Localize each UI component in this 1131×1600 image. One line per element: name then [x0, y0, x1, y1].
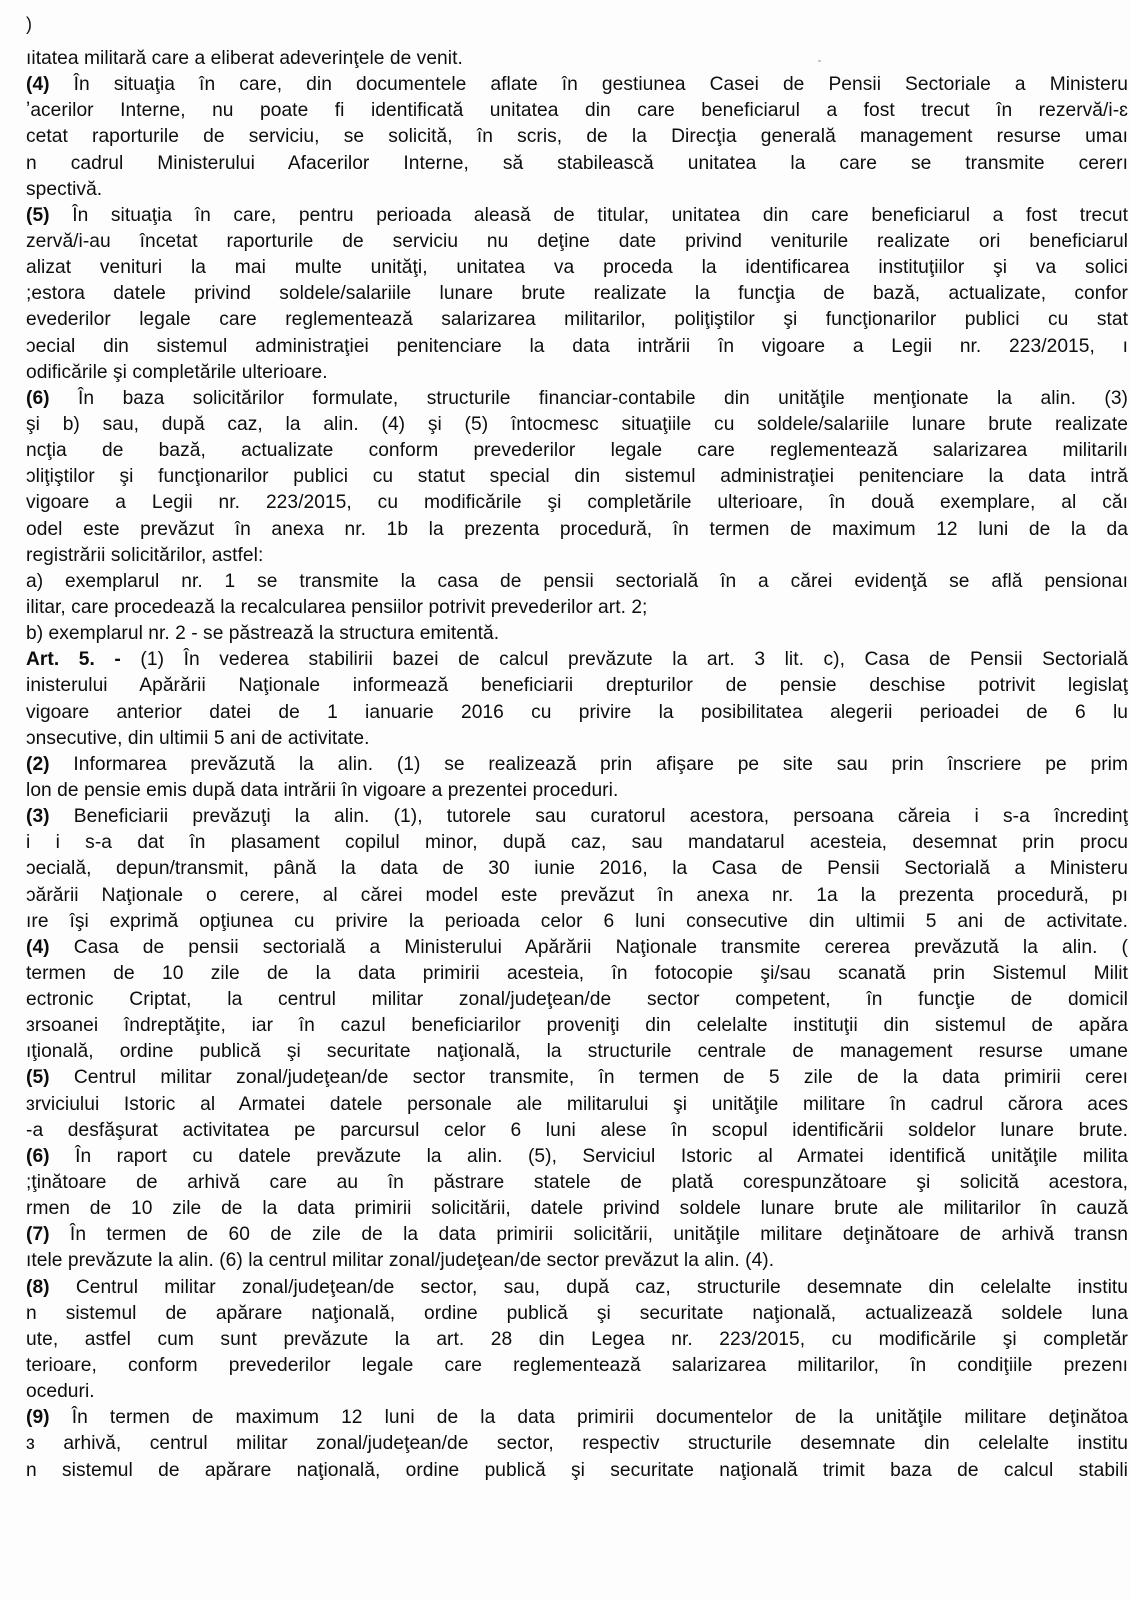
text-line: [26, 700, 1128, 726]
line-text: ıre îşi exprimă opţiunea cu privire la perioada celor 6 luni consecutive din ultimii 5 ani de activitate.: [26, 910, 1128, 932]
text-line: [26, 464, 1128, 490]
paragraph-number: (4): [26, 74, 50, 96]
text-line: [26, 1170, 1128, 1196]
document-body: [26, 46, 1128, 1484]
line-text: inisterului Apărării Naţionale informează beneficiarii drepturilor de pensie deschise potrivit legislaţ: [26, 675, 1128, 697]
paragraph-number: (6): [26, 387, 50, 409]
page-corner-mark: ): [26, 14, 32, 34]
text-line: [26, 229, 1128, 255]
line-text: b) exemplarul nr. 2 - se păstrează la structura emitentă.: [26, 623, 500, 645]
line-text: odel este prevăzut în anexa nr. 1b la prezenta procedură, în termen de maximum 12 luni de la da: [26, 518, 1128, 540]
paragraph-number: (8): [26, 1276, 50, 1298]
paragraph-number: (3): [26, 806, 50, 828]
line-text: Beneficiarii prevăzuţi la alin. (1), tutorele sau curatorul acestora, persoana căreia i s-a încredinţ: [49, 806, 1128, 828]
line-text: (1) În vederea stabilirii bazei de calcul prevăzute la art. 3 lit. c), Casa de Pensii Sectorială: [120, 649, 1128, 671]
text-line: [26, 961, 1128, 987]
line-text: odificările şi completările ulterioare.: [26, 361, 328, 383]
text-line: [26, 360, 1128, 386]
line-text: În raport cu datele prevăzute la alin. (5), Serviciul Istoric al Armatei identifică unităţile milita: [49, 1145, 1128, 1167]
line-text: şi b) sau, după caz, la alin. (4) şi (5) întocmesc situaţiile cu soldele/salariile lunare brute realizate: [26, 413, 1128, 435]
text-line: [26, 1301, 1128, 1327]
text-line: [26, 517, 1128, 543]
text-line: [26, 830, 1128, 856]
line-text: ɔliţiştilor şi funcţionarilor publici cu statut special din sistemul administraţiei penitenciare la data intră: [26, 466, 1128, 488]
line-text: evederilor legale care reglementează salarizarea militarilor, poliţiştilor şi funcţionarilor publici cu stat: [26, 309, 1128, 331]
paragraph-start-line: [26, 804, 1128, 830]
line-text: n sistemul de apărare naţională, ordine publică şi securitate naţională trimit baza de calcul stabili: [26, 1459, 1128, 1481]
line-text: spectivă.: [26, 178, 103, 200]
line-text: Informarea prevăzută la alin. (1) se realizează prin afişare pe site sau prin înscriere pe prim: [49, 753, 1128, 775]
paragraph-number: Art. 5. -: [26, 649, 121, 671]
paragraph-start-line: [26, 72, 1128, 98]
paragraph-start-line: [26, 647, 1128, 673]
line-text: ɜrviciului Istoric al Armatei datele personale ale militarului şi unităţile militare în cadrul cărora aces: [26, 1093, 1128, 1115]
text-line: [26, 1353, 1128, 1379]
line-text: ;estora datele privind soldele/salariile lunare brute realizate la funcţia de bază, actualizate, confor: [26, 283, 1128, 305]
text-line: [26, 490, 1128, 516]
line-text: vigoare a Legii nr. 223/2015, cu modificările şi completările ulterioare, în două exemplare, al căı: [26, 492, 1128, 514]
line-text: cetat raporturile de serviciu, se solicită, în scris, de la Direcţia generală management resurse umaı: [26, 126, 1128, 148]
line-text: ɔecială, depun/transmit, până la data de 30 iunie 2016, la Casa de Pensii Sectorială a Ministeru: [26, 858, 1128, 880]
line-text: registrării solicitărilor, astfel:: [26, 544, 264, 566]
line-text: În termen de maximum 12 luni de la data primirii documentelor de la unităţile militare deţinătoa: [49, 1407, 1128, 1429]
text-line: [26, 856, 1128, 882]
line-text: ɔnsecutive, din ultimii 5 ani de activitate.: [26, 727, 370, 749]
text-line: [26, 1248, 1128, 1274]
paragraph-start-line: [26, 386, 1128, 412]
line-text: lon de pensie emis după data intrării în vigoare a prezentei proceduri.: [26, 779, 619, 801]
line-text: În termen de 60 de zile de la data primirii solicitării, unităţile militare deţinătoare de arhivă transn: [49, 1224, 1128, 1246]
line-text: vigoare anterior datei de 1 ianuarie 2016 cu privire la posibilitatea alegerii perioadei de 6 lu: [26, 701, 1128, 723]
text-line: [26, 569, 1128, 595]
line-text: alizat venituri la mai multe unităţi, unitatea va proceda la identificarea instituţiilor şi va solici: [26, 257, 1128, 279]
line-text: terioare, conform prevederilor legale care reglementează salarizarea militarilor, în condiţiile prezenı: [26, 1355, 1128, 1377]
line-text: n sistemul de apărare naţională, ordine publică şi securitate naţională, actualizează soldele luna: [26, 1302, 1128, 1324]
text-line: [26, 543, 1128, 569]
line-text: ncţia de bază, actualizate conform prevederilor legale care reglementează salarizarea militarilı: [26, 440, 1128, 462]
text-line: [26, 987, 1128, 1013]
paragraph-number: (2): [26, 753, 50, 775]
paragraph-start-line: [26, 1065, 1128, 1091]
text-line: [26, 1458, 1128, 1484]
line-text: ute, astfel cum sunt prevăzute la art. 28 din Legea nr. 223/2015, cu modificările şi completăr: [26, 1328, 1128, 1350]
text-line: [26, 1327, 1128, 1353]
text-line: [26, 595, 1128, 621]
text-line: [26, 1118, 1128, 1144]
text-line: [26, 46, 1128, 72]
text-line: [26, 1013, 1128, 1039]
paragraph-number: (6): [26, 1145, 50, 1167]
paragraph-number: (5): [26, 1067, 50, 1089]
text-line: [26, 412, 1128, 438]
text-line: [26, 124, 1128, 150]
paragraph-number: (7): [26, 1224, 50, 1246]
text-line: [26, 151, 1128, 177]
text-line: [26, 255, 1128, 281]
text-line: [26, 726, 1128, 752]
text-line: [26, 1092, 1128, 1118]
line-text: În baza solicitărilor formulate, structurile financiar-contabile din unităţile menţionate la alin. (3): [49, 387, 1128, 409]
paragraph-start-line: [26, 1222, 1128, 1248]
paragraph-start-line: [26, 203, 1128, 229]
line-text: rmen de 10 zile de la data primirii solicitării, datele privind soldele lunare brute ale militarilor în cauză: [26, 1198, 1128, 1220]
line-text: n cadrul Ministerului Afacerilor Interne, să stabilească unitatea la care se transmite cererı: [26, 152, 1128, 174]
text-line: [26, 1431, 1128, 1457]
line-text: Centrul militar zonal/judeţean/de sector transmite, în termen de 5 zile de la data primirii cereı: [49, 1067, 1128, 1089]
paragraph-start-line: [26, 1144, 1128, 1170]
line-text: ıţională, ordine publică şi securitate naţională, la structurile centrale de management resurse umane: [26, 1041, 1128, 1063]
text-line: [26, 673, 1128, 699]
line-text: ɔecial din sistemul administraţiei penitenciare la data intrării în vigoare a Legii nr. 223/2015, ı: [26, 335, 1128, 357]
paragraph-number: (9): [26, 1407, 50, 1429]
line-text: ;ţinătoare de arhivă care au în păstrare statele de plată corespunzătoare şi solicită acestora,: [26, 1172, 1128, 1194]
text-line: [26, 778, 1128, 804]
text-line: [26, 1196, 1128, 1222]
text-line: [26, 1379, 1128, 1405]
line-text: ɜ arhivă, centrul militar zonal/judeţean/de sector, respectiv structurile desemnate din celelalte institu: [26, 1433, 1128, 1455]
line-text: ɔărării Naţionale o cerere, al cărei model este prevăzut în anexa nr. 1a la prezenta procedură, pı: [26, 884, 1128, 906]
line-text: În situaţia în care, din documentele aflate în gestiunea Casei de Pensii Sectoriale a Ministeru: [49, 74, 1128, 96]
text-line: [26, 307, 1128, 333]
paragraph-number: (5): [26, 204, 50, 226]
text-line: [26, 177, 1128, 203]
paragraph-number: (4): [26, 936, 50, 958]
text-line: [26, 281, 1128, 307]
line-text: zervă/i-au încetat raporturile de serviciu nu deţine date privind veniturile realizate ori beneficiarul: [26, 230, 1128, 252]
line-text: ıitatea militară care a eliberat adeverinţele de venit.: [26, 48, 463, 69]
line-text: Centrul militar zonal/judeţean/de sector, sau, după caz, structurile desemnate din celelalte institu: [49, 1276, 1128, 1298]
line-text: ıtele prevăzute la alin. (6) la centrul militar zonal/judeţean/de sector prevăzut la alin. (4).: [26, 1250, 775, 1272]
paragraph-start-line: [26, 935, 1128, 961]
line-text: termen de 10 zile de la data primirii acesteia, în fotocopie şi/sau scanată prin Sistemul Milit: [26, 962, 1128, 984]
text-line: [26, 98, 1128, 124]
paragraph-start-line: [26, 1405, 1128, 1431]
line-text: oceduri.: [26, 1381, 95, 1403]
paragraph-start-line: [26, 752, 1128, 778]
paragraph-start-line: [26, 1275, 1128, 1301]
line-text: Casa de pensii sectorială a Ministerului Apărării Naţionale transmite cererea prevăzută la alin. (: [49, 936, 1128, 958]
line-text: În situaţia în care, pentru perioada aleasă de titular, unitatea din care beneficiarul a fost trecut: [49, 204, 1128, 226]
line-text: ɜrsoanei îndreptăţite, iar în cazul beneficiarilor proveniţi din celelalte instituţii din sistemul de apăra: [26, 1015, 1128, 1037]
line-text: ilitar, care procedează la recalcularea pensiilor potrivit prevederilor art. 2;: [26, 596, 648, 618]
text-line: [26, 621, 1128, 647]
line-text: ʼacerilor Interne, nu poate fi identificată unitatea din care beneficiarul a fost trecut în rezervă/i-ɛ: [26, 100, 1128, 122]
line-text: a) exemplarul nr. 1 se transmite la casa de pensii sectorială în a cărei evidenţă se află pensionaı: [26, 570, 1128, 592]
text-line: [26, 1039, 1128, 1065]
line-text: i i s-a dat în plasament copilul minor, după caz, sau mandatarul acesteia, desemnat prin procu: [26, 832, 1128, 854]
line-text: ectronic Criptat, la centrul militar zonal/judeţean/de sector competent, în funcţie de domicil: [26, 989, 1128, 1011]
text-line: [26, 438, 1128, 464]
line-text: -a desfăşurat activitatea pe parcursul celor 6 luni alese în scopul identificării soldelor lunare brute.: [26, 1119, 1128, 1141]
text-line: [26, 334, 1128, 360]
text-line: [26, 909, 1128, 935]
text-line: [26, 883, 1128, 909]
